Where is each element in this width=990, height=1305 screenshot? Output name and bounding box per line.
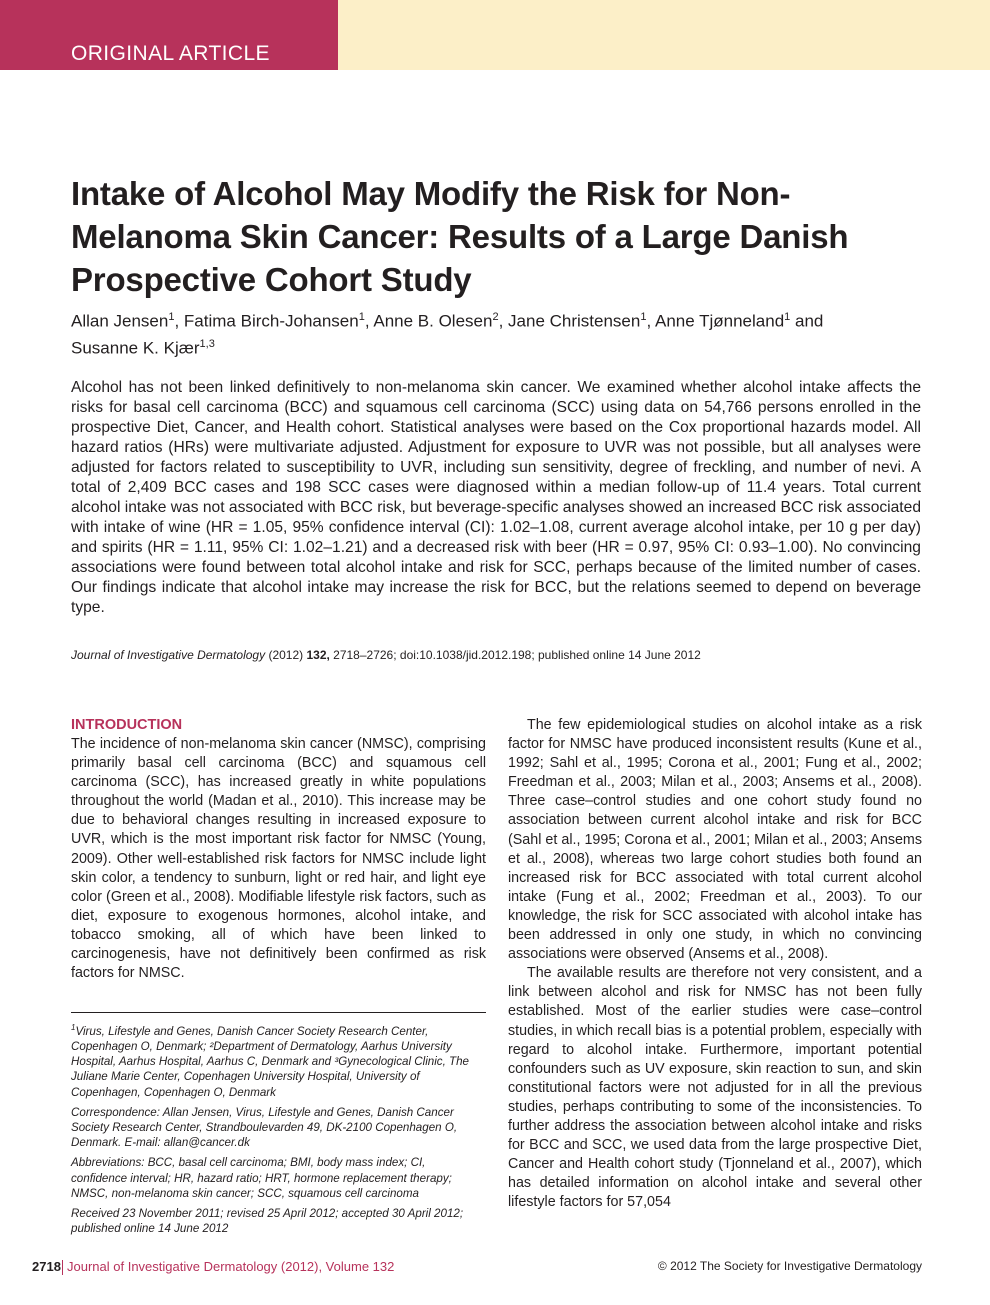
footnotes <box>71 1020 483 1242</box>
footer-separator <box>62 1260 63 1275</box>
citation-volume: 132, <box>306 648 330 662</box>
top-banner <box>0 0 990 70</box>
footnote-abbreviations: Abbreviations: BCC, basal cell carcinoma; BMI, body mass index; CI, confidence interval; HR, hazard ratio; HRT, hormone replacement therapy; NMSC, non-melanoma skin cancer; SCC, squamous cell carcinoma <box>71 1156 452 1200</box>
author-affiliation: 1 <box>640 311 647 323</box>
author-affiliation: 1 <box>358 311 365 323</box>
author-separator: , <box>646 311 655 331</box>
citation-journal: Journal of Investigative Dermatology <box>71 648 266 662</box>
affiliation-marker: 1 <box>71 1023 76 1032</box>
footer-copyright: © 2012 The Society for Investigative Dermatology <box>657 1259 922 1273</box>
author-name: Fatima Birch-Johansen <box>183 311 359 331</box>
footnote-correspondence: Correspondence: Allan Jensen, Virus, Lifestyle and Genes, Danish Cancer Society Research Center, Strandboulevarden 49, DK-2100 Copenhagen O, Denmark. E-mail: allan@cancer.dk <box>71 1105 458 1150</box>
article-title: Intake of Alcohol May Modify the Risk for Non-Melanoma Skin Cancer: Results of a Large Danish Prospective Cohort Study <box>71 175 849 298</box>
left-column <box>71 716 486 983</box>
author-affiliation: 1 <box>168 311 175 323</box>
affiliations-text: Virus, Lifestyle and Genes, Danish Cancer Society Research Center, Copenhagen O, Denmark; ²Department of Dermatology, Aarhus University Hospital, Aarhus Hospital, Aarhus C, Denmark and ³Gynecological Clinic, The Juliane Marie Center, Copenhagen University Hospital, University of Copenhagen, Copenhagen O, Denmark <box>71 1024 470 1099</box>
introduction-paragraph-2: The few epidemiological studies on alcohol intake as a risk factor for NMSC have produced inconsistent results (Kune et al., 1992; Sahl et al., 1995; Corona et al., 2001; Fung et al., 2002; Freedman et al., 2003; Milan et al., 2003; Ansems et al., 2008). Three case–control studies and one cohort study found no association between current alcohol intake and risk for BCC (Sahl et al., 1995; Corona et al., 2001; Milan et al., 2003; Ansems et al., 2008), whereas two large cohort studies both found an increased risk for BCC associated with total current alcohol intake (Fung et al., 2002; Freedman et al., 2003). To our knowledge, the risk for SCC associated with alcohol intake has been addressed in only one study, in which no convincing associations were observed (Ansems et al., 2008). <box>508 717 922 963</box>
author-name: Jane Christensen <box>508 311 641 331</box>
footnote-received: Received 23 November 2011; revised 25 April 2012; accepted 30 April 2012; published online 14 June 2012 <box>71 1207 464 1236</box>
author-separator: , <box>174 311 184 331</box>
section-label: ORIGINAL ARTICLE <box>71 42 270 65</box>
introduction-heading: INTRODUCTION <box>71 717 183 733</box>
banner-cream-block <box>338 0 990 70</box>
author-affiliation: 1,3 <box>199 337 215 350</box>
page-number: 2718 <box>32 1259 61 1274</box>
footnote-divider <box>71 1012 486 1013</box>
abstract: Alcohol has not been linked definitively to non-melanoma skin cancer. We examined whether alcohol intake affects the risks for basal cell carcinoma (BCC) and squamous cell carcinoma (SCC) using data on 54,766 persons enrolled in the prospective Diet, Cancer, and Health cohort. Statistical analyses were based on the Cox proportional hazards model. All hazard ratios (HRs) were multivariate adjusted. Adjustment for exposure to UVR was not possible, but all analyses were adjusted for factors related to susceptibility to UVR, including sun sensitivity, degree of freckling, and number of nevi. A total of 2,409 BCC cases and 198 SCC cases were diagnosed within a median follow-up of 11.4 years. Total current alcohol intake was not associated with BCC risk, but beverage-specific analyses showed an increased BCC risk associated with intake of wine (HR = 1.05, 95% confidence interval (CI): 1.02–1.08, current average alcohol intake, per 10 g per day) and spirits (HR = 1.11, 95% CI: 1.02–1.21) and a decreased risk with beer (HR = 0.97, 95% CI: 0.93–1.00). No convincing associations were found between total alcohol intake and risk for SCC, perhaps because of the limited number of cases. Our findings indicate that alcohol intake may increase the risk for BCC, but the relations seemed to depend on beverage type. <box>71 379 921 616</box>
citation-line <box>71 647 921 663</box>
author-name: Anne Tjønneland <box>654 311 785 331</box>
citation-rest: 2718–2726; doi:10.1038/jid.2012.198; published online 14 June 2012 <box>329 648 701 662</box>
page-footer <box>0 1256 990 1280</box>
introduction-paragraph-3: The available results are therefore not very consistent, and a link between alcohol and risk for NMSC has not been fully established. Most of the earlier studies were case–control studies, in which recall bias is a potential problem, especially with regard to alcohol intake. Furthermore, important potential confounders such as UV exposure, skin reaction to sun, and skin constitutional factors were not adjusted for in all the previous studies, perhaps contributing to some of the inconsistencies. To further address the association between alcohol intake and risks for BCC and SCC, we used data from the large prospective Diet, Cancer and Health cohort study (Tjonneland et al., 2007), which has detailed information on alcohol intake and several other lifestyle factors for 57,054 <box>508 965 922 1211</box>
author-name: Susanne K. Kjær <box>71 338 200 358</box>
author-affiliation: 2 <box>492 311 499 323</box>
citation-year: (2012) <box>265 648 307 662</box>
author-list <box>71 306 931 359</box>
introduction-paragraph-1: The incidence of non-melanoma skin cancer (NMSC), comprising primarily basal cell carcinoma (BCC) and squamous cell carcinoma (SCC), has increased greatly in white populations throughout the world (Madan et al., 2010). This increase may be due to behavioral changes resulting in increased exposure to UVR, which is the most important risk factor for NMSC (Young, 2009). Other well-established risk factors for NMSC include light skin color, a tendency to sunburn, light or red hair, and light eye color (Green et al., 2008). Modifiable lifestyle risk factors, such as diet, exposure to exogenous hormones, alcohol intake, and tobacco smoking, all of which have been linked to carcinogenesis, have not definitively been confirmed as risk factors for NMSC. <box>71 736 486 982</box>
footer-journal: Journal of Investigative Dermatology (2012), Volume 132 <box>67 1259 395 1274</box>
right-column <box>508 716 922 1212</box>
author-separator: , <box>364 311 374 331</box>
footnote-affiliations <box>71 1020 483 1100</box>
author-separator: and <box>790 311 824 331</box>
author-name: Anne B. Olesen <box>373 311 493 331</box>
author-name: Allan Jensen <box>71 311 169 331</box>
author-separator: , <box>498 311 509 331</box>
author-affiliation: 1 <box>784 311 791 323</box>
